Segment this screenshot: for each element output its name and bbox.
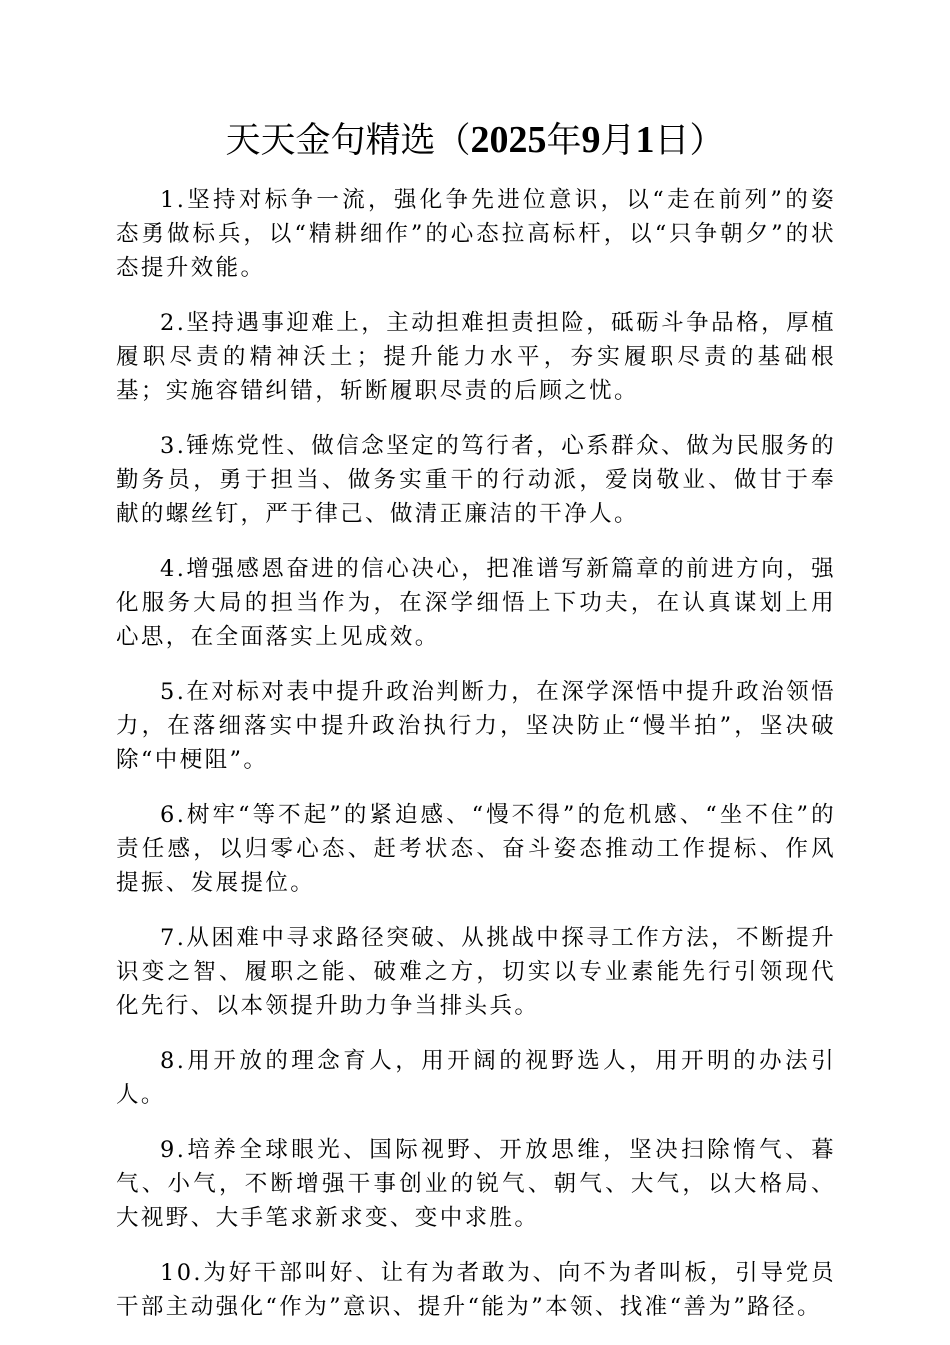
title-month-unit: 月 (600, 121, 636, 161)
quote-item-4: 4.增强感恩奋进的信心决心，把准谱写新篇章的前进方向，强化服务大局的担当作为，在深学细悟上下功夫，在认真谋划上用心思，在全面落实上见成效。 (116, 556, 836, 650)
title-year-unit: 年 (546, 121, 582, 161)
title-year: 2025 (470, 119, 547, 161)
quote-item-3: 3.锤炼党性、做信念坚定的笃行者，心系群众、做为民服务的勤务员，勇于担当、做务实重干的行动派，爱岗敬业、做甘于奉献的螺丝钉，严于律己、做清正廉洁的干净人。 (116, 433, 836, 527)
quote-item-10: 10.为好干部叫好、让有为者敢为、向不为者叫板，引导党员干部主动强化“作为”意识、提升“能为”本领、找准“善为”路径。 (116, 1260, 836, 1320)
title-month: 9 (581, 119, 601, 161)
document-title (0, 118, 950, 163)
quote-item-2: 2.坚持遇事迎难上，主动担难担责担险，砥砺斗争品格，厚植履职尽责的精神沃土；提升能力水平，夯实履职尽责的基础根基；实施容错纠错，斩断履职尽责的后顾之忧。 (116, 310, 836, 404)
quote-item-7: 7.从困难中寻求路径突破、从挑战中探寻工作方法，不断提升识变之智、履职之能、破难之方，切实以专业素能先行引领现代化先行、以本领提升助力争当排头兵。 (116, 925, 836, 1019)
quote-item-5: 5.在对标对表中提升政治判断力，在深学深悟中提升政治领悟力，在落细落实中提升政治执行力，坚决防止“慢半拍”，坚决破除“中梗阻”。 (116, 679, 836, 773)
title-prefix: 天天金句精选（ (225, 121, 471, 161)
title-day: 1 (635, 119, 655, 161)
title-day-unit: 日） (654, 121, 725, 161)
quote-item-9: 9.培养全球眼光、国际视野、开放思维，坚决扫除惰气、暮气、小气，不断增强干事创业的锐气、朝气、大气，以大格局、大视野、大手笔求新求变、变中求胜。 (116, 1137, 836, 1231)
quote-item-1: 1.坚持对标争一流，强化争先进位意识，以“走在前列”的姿态勇做标兵，以“精耕细作”的心态拉高标杆，以“只争朝夕”的状态提升效能。 (116, 187, 836, 281)
quote-list (116, 183, 836, 1345)
quote-item-6: 6.树牢“等不起”的紧迫感、“慢不得”的危机感、“坐不住”的责任感，以归零心态、赶考状态、奋斗姿态推动工作提标、作风提振、发展提位。 (116, 802, 836, 896)
quote-item-8: 8.用开放的理念育人，用开阔的视野选人，用开明的办法引人。 (116, 1048, 836, 1108)
